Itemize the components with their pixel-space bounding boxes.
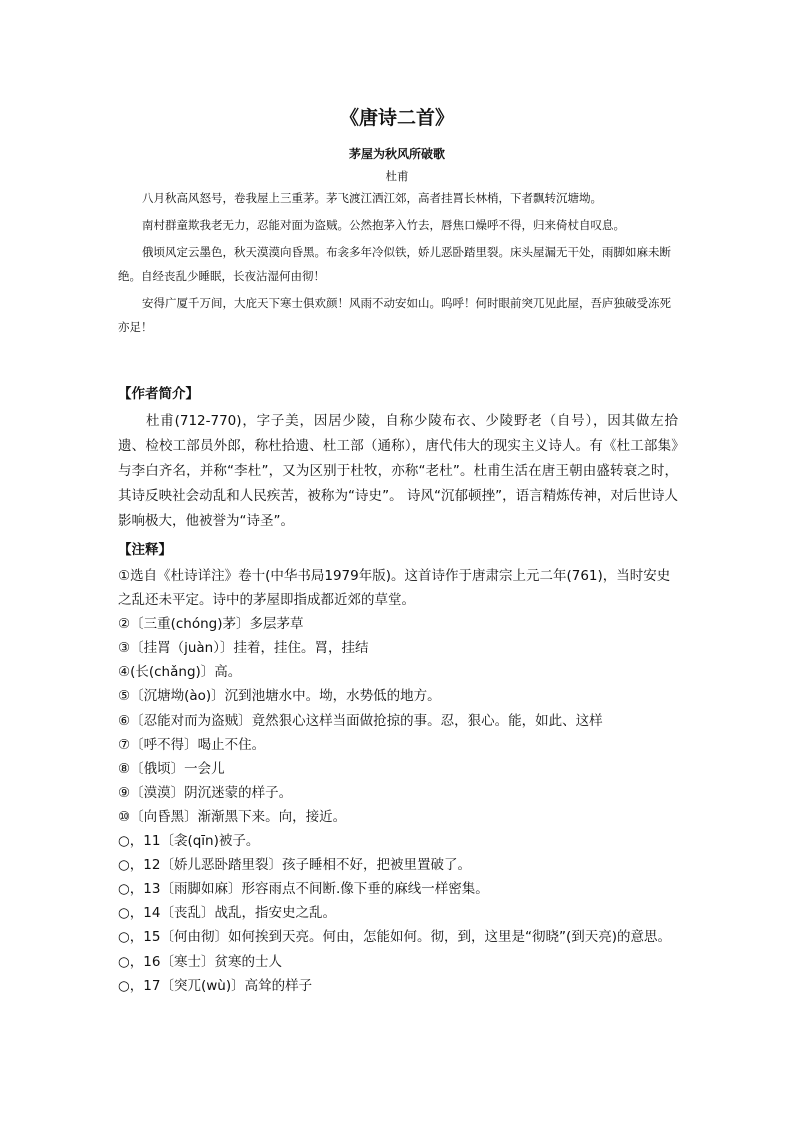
note-item: ○，17〔突兀(wù)〕高耸的样子 [118,977,313,994]
note-item: ⑨〔漠漠〕阴沉迷蒙的样子。 [118,784,293,801]
note-item: ○，15〔何由彻〕如何挨到天亮。何由，怎能如何。彻，到，这里是“彻晓”(到天亮)的意思。 [118,929,671,946]
poem-stanza: 八月秋高风怒号，卷我屋上三重茅。茅飞渡江洒江郊，高者挂罥长林梢，下者飘转沉塘坳。 [142,191,602,205]
note-item: ⑧〔俄顷〕一会儿 [118,760,225,777]
poem-stanza: 俄顷风定云墨色，秋天漠漠向昏黑。布衾多年冷似铁，娇儿恶卧踏里裂。床头屋漏无干处，雨脚如麻未断绝。自经丧乱少睡眠，长夜沾湿何由彻！ [118,245,671,283]
poem-body [118,186,678,339]
poem-stanza: 南村群童欺我老无力，忍能对面为盗贼。公然抱茅入竹去，唇焦口燥呼不得，归来倚杖自叹息。 [142,218,625,232]
notes-list [118,564,680,998]
note-item: ⑦〔呼不得〕喝止不住。 [118,736,266,753]
poem-author: 杜甫 [385,169,409,183]
note-item: ②〔三重(chóng)茅〕多层茅草 [118,616,304,633]
note-item: ⑩〔向昏黑〕渐渐黑下来。向，接近。 [118,808,347,825]
poem-stanza: 安得广厦千万间，大庇天下寒士俱欢颜！风雨不动安如山。呜呼！何时眼前突兀见此屋，吾庐独破受冻死亦足！ [118,296,671,334]
author-bio: 杜甫(712-770)，字子美，因居少陵，自称少陵布衣、少陵野老（自号），因其做左拾遗、检校工部员外郎，称杜拾遗、杜工部（通称），唐代伟大的现实主义诗人。有《杜工部集》与李白齐名，并称“李杜”，又为区别于杜牧，亦称“老杜”。杜甫生活在唐王朝由盛转衰之时，其诗反映社会动乱和人民疾苦，被称为“诗史”。 诗风“沉郁顿挫”，语言精炼传神，对后世诗人影响极大，他被誉为“诗圣”。 [118,413,679,529]
note-item: ○，13〔雨脚如麻〕形容雨点不间断.像下垂的麻线一样密集。 [118,881,489,898]
document-title: 《唐诗二首》 [339,107,454,129]
note-item: ③〔挂罥（juàn）〕挂着，挂住。罥，挂结 [118,640,369,657]
note-item: ○，12〔娇儿恶卧踏里裂〕孩子睡相不好，把被里置破了。 [118,857,471,874]
poem-title: 茅屋为秋风所破歌 [348,147,445,161]
notes-section-heading: 【注释】 [118,542,172,558]
note-item: ○，16〔寒士〕贫寒的士人 [118,953,282,970]
author-section-heading: 【作者简介】 [118,386,199,402]
note-item: ○，11〔衾(qīn)被子。 [118,833,260,850]
note-item: ④(长(chǎng)〕高。 [118,664,242,681]
note-item: ⑤〔沉塘坳(ào)〕沉到池塘水中。坳，水势低的地方。 [118,688,441,705]
note-item: ○，14〔丧乱〕战乱，指安史之乱。 [118,905,336,922]
note-item: ①选自《杜诗详注》卷十(中华书局1979年版)。这首诗作于唐肃宗上元二年(761)，当时安史之乱还未平定。诗中的茅屋即指成都近郊的草堂。 [118,568,671,609]
note-item: ⑥〔忍能对而为盗贼〕竟然狠心这样当面做抢掠的事。忍，狠心。能，如此、这样 [118,712,603,729]
